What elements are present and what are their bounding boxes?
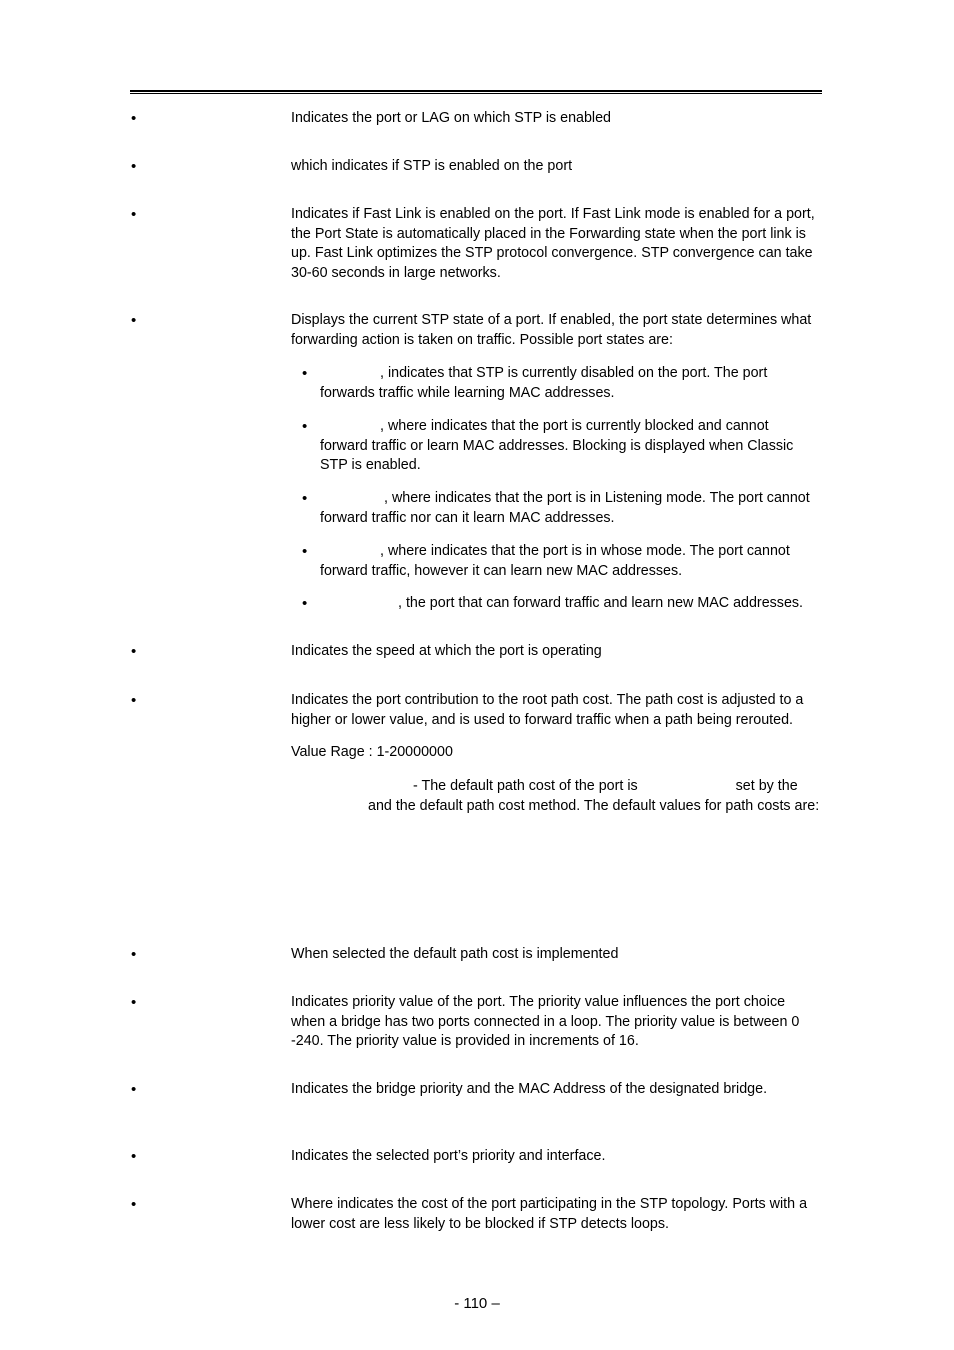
bullet-icon: • (131, 643, 137, 660)
bullet-icon: • (302, 490, 308, 507)
item-description: Indicates the speed at which the port is operating (291, 643, 602, 659)
item-description: Indicates the bridge priority and the MAC Address of the designated bridge. (291, 1081, 768, 1097)
item-description: which indicates if STP is enabled on the port (291, 158, 573, 174)
bullet-icon: • (131, 1196, 137, 1213)
item-description: Where indicates the cost of the port participating in the STP topology. Ports with a lower cost are less likely to be blocked if STP detects loops. (291, 1196, 808, 1232)
item-description: Indicates if Fast Link is enabled on the port. If Fast Link mode is enabled for a port, the Port State is automatically placed in the Forwarding state when the port link is up. Fast Link optimizes the STP protocol convergence. STP convergence can take 30-60 seconds in large networks. (291, 206, 815, 281)
port-state-description: , where indicates that the port is currently blocked and cannot forward traffic or learn MAC addresses. Blocking is displayed when Classic STP is enabled. (320, 418, 794, 473)
bullet-icon: • (131, 994, 137, 1011)
item-description: Indicates the selected port’s priority and interface. (291, 1148, 606, 1164)
default-note (291, 777, 823, 797)
bullet-icon: • (302, 595, 308, 612)
default-note-part1: - The default path cost of the port is (413, 778, 638, 794)
default-note-line2: and the default path cost method. The default values for path costs are: (368, 798, 820, 814)
port-state-description: , where indicates that the port is in whose mode. The port cannot forward traffic, however it can learn new MAC addresses. (320, 543, 790, 579)
port-state-description: , the port that can forward traffic and learn new MAC addresses. (398, 595, 804, 611)
item-description: Displays the current STP state of a port. If enabled, the port state determines what forwarding action is taken on traffic. Possible port states are: (291, 312, 812, 348)
bullet-icon: • (131, 1081, 137, 1098)
bullet-icon: • (131, 158, 137, 175)
bullet-icon: • (302, 543, 308, 560)
bullet-icon: • (131, 312, 137, 329)
bullet-icon: • (131, 110, 137, 127)
port-state-description: , indicates that STP is currently disabled on the port. The port forwards traffic while learning MAC addresses. (320, 365, 768, 401)
item-description: Indicates the port or LAG on which STP is enabled (291, 110, 612, 126)
item-description: When selected the default path cost is implemented (291, 946, 619, 962)
bullet-icon: • (131, 692, 137, 709)
bullet-icon: • (131, 206, 137, 223)
value-range: Value Rage : 1-20000000 (291, 744, 453, 760)
page-number: - 110 – (454, 1295, 500, 1312)
header-rule-thick (130, 90, 822, 92)
header-rule-thin (130, 93, 822, 94)
bullet-icon: • (131, 1148, 137, 1165)
item-description: Indicates the port contribution to the root path cost. The path cost is adjusted to a higher or lower value, and is used to forward traffic when a path being rerouted. (291, 692, 804, 728)
default-note-part2: set by the (735, 778, 798, 794)
bullet-icon: • (131, 946, 137, 963)
item-description: Indicates priority value of the port. The priority value influences the port choice when a bridge has two ports connected in a loop. The priority value is between 0 -240. The priority value is provided in increments of 16. (291, 994, 800, 1049)
bullet-icon: • (302, 418, 308, 435)
port-state-description: , where indicates that the port is in Listening mode. The port cannot forward traffic nor can it learn MAC addresses. (320, 490, 810, 526)
bullet-icon: • (302, 365, 308, 382)
